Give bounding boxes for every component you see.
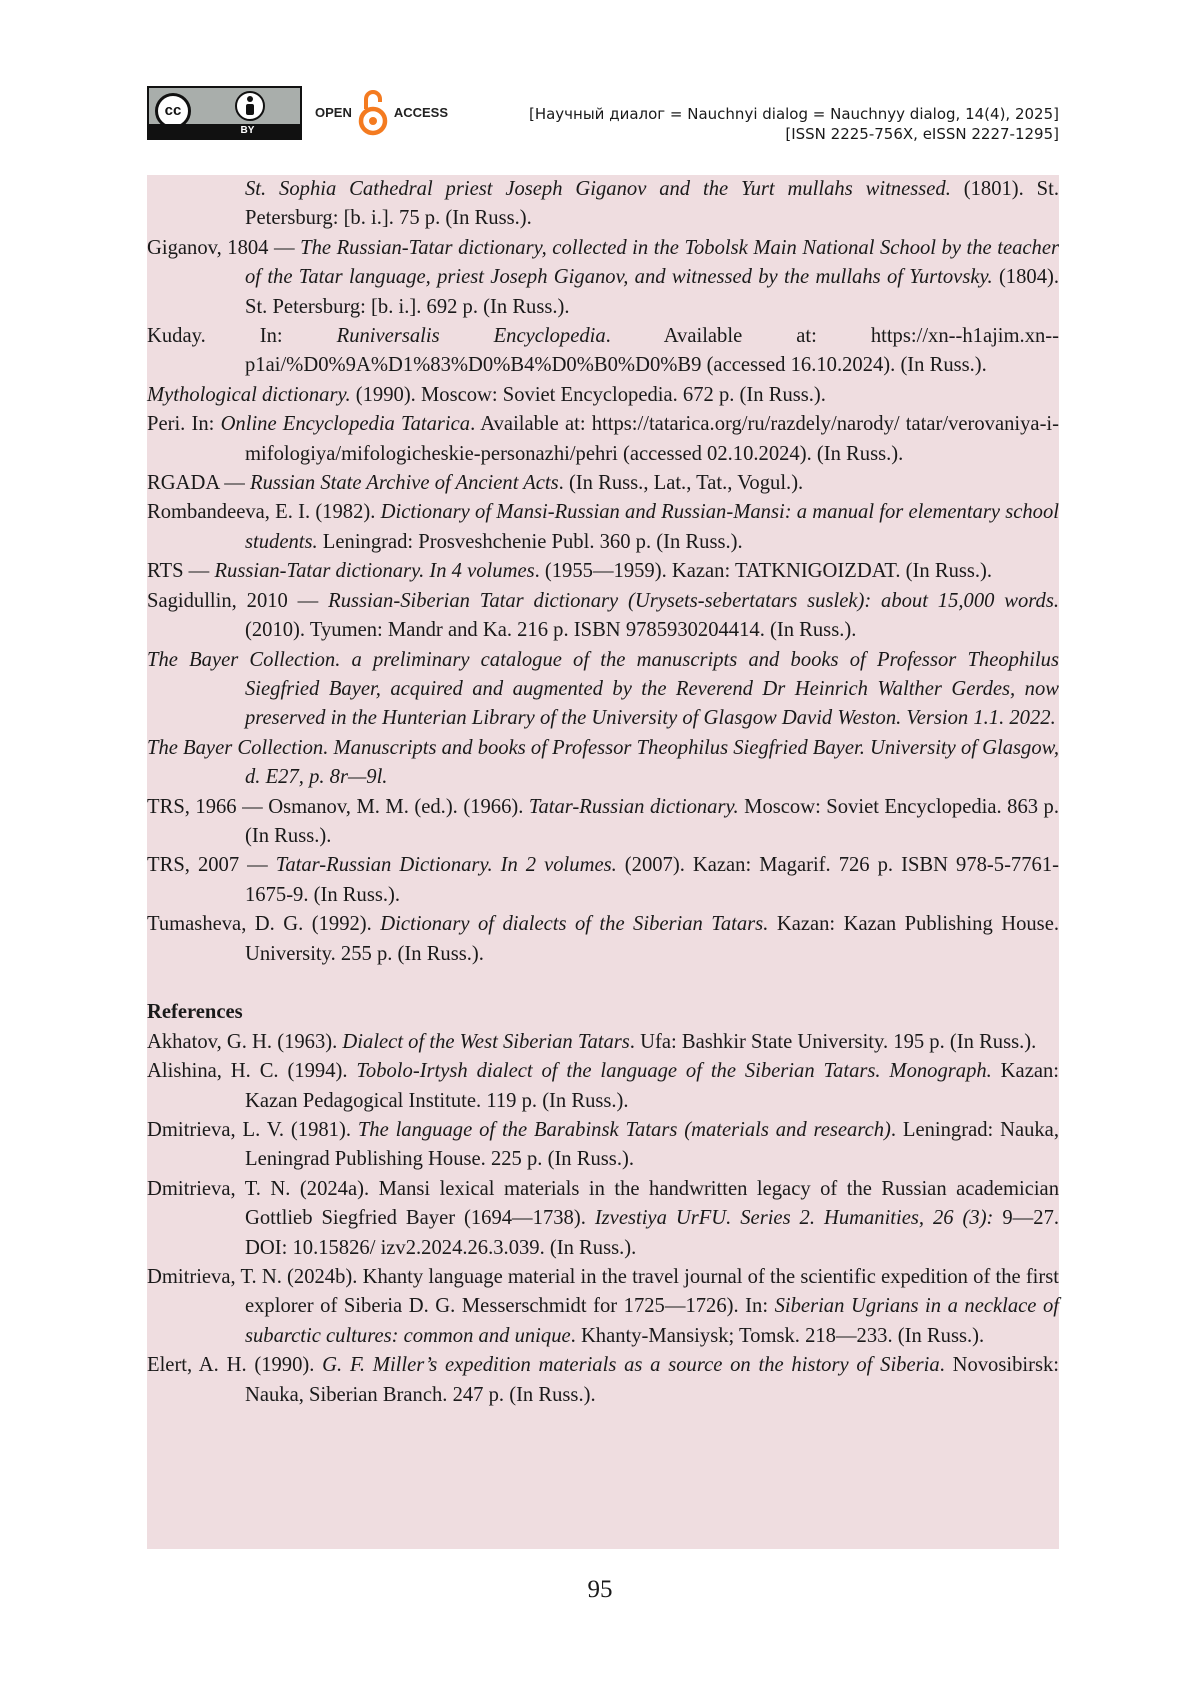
reference-entry [147, 587, 1059, 646]
entry-publication-info: . (In Russ., Lat., Tat., Vogul.). [559, 472, 804, 494]
reference-entry [147, 381, 1059, 410]
entry-author-part: Sagidullin, 2010 — [147, 590, 328, 612]
entry-title: Izvestiya UrFU. Series 2. Humanities, 26 (3): [595, 1207, 994, 1229]
entry-author-part: Akhatov, G. H. (1963). [147, 1031, 342, 1053]
reference-entry [147, 1116, 1059, 1175]
page-header [147, 84, 1059, 144]
entry-publication-info: (1804). St. Petersburg: [b. i.]. 692 p. (In Russ.). [245, 266, 1059, 317]
entry-title: Tobolo-Irtysh dialect of the language of the Siberian Tatars. Monograph. [356, 1060, 991, 1082]
cc-by-license-badge[interactable] [147, 86, 302, 140]
entry-publication-info: Kazan: Kazan Pedagogical Institute. 119 p. (In Russ.). [245, 1060, 1059, 1111]
reference-entry [147, 469, 1059, 498]
creative-commons-icon: cc [155, 93, 191, 129]
entry-publication-info: . Novosibirsk: Nauka, Siberian Branch. 247 p. (In Russ.). [245, 1354, 1059, 1405]
entry-title: Russian State Archive of Ancient Acts [250, 472, 559, 494]
reference-entry [147, 498, 1059, 557]
reference-entry [147, 1175, 1059, 1263]
entry-title: The Bayer Collection. a preliminary catalogue of the manuscripts and books of Professor Theophilus Siegfried Bayer, acquired and augmented by the Reverend Dr Heinrich Walther Gerdes, now preserved in the Hunterian Library of the University of Glasgow David Weston. Version 1.1. 2022. [147, 649, 1059, 730]
entry-author-part: Tumasheva, D. G. (1992). [147, 913, 380, 935]
entry-publication-info: . Available at: https://tatarica.org/ru/razdely/narody/ tatar/verovaniya-i-mifologiya/mifologicheskie-personazhi/pehri (accessed 02.10.2024). (In Russ.). [245, 413, 1059, 464]
entry-author-part: Elert, A. H. (1990). [147, 1354, 322, 1376]
entry-publication-info: Leningrad: Prosveshchenie Publ. 360 p. (In Russ.). [318, 531, 743, 553]
entry-publication-info: Kazan: Kazan Publishing House. University. 255 p. (In Russ.). [245, 913, 1059, 964]
access-label: ACCESS [394, 105, 448, 120]
attribution-person-icon [235, 91, 265, 121]
entry-author-part: Peri. In: [147, 413, 221, 435]
entry-title: The language of the Barabinsk Tatars (materials and research) [358, 1119, 891, 1141]
entry-publication-info: 9—27. DOI: 10.15826/ izv2.2024.26.3.039. (In Russ.). [245, 1207, 1059, 1258]
entry-publication-info: . Leningrad: Nauka, Leningrad Publishing House. 225 p. (In Russ.). [245, 1119, 1059, 1170]
reference-entry [147, 1057, 1059, 1116]
entry-title: Online Encyclopedia Tatarica [221, 413, 471, 435]
entry-author-part: Rombandeeva, E. I. (1982). [147, 501, 381, 523]
entry-title: The Bayer Collection. Manuscripts and books of Professor Theophilus Siegfried Bayer. University of Glasgow, d. E27, p. 8r—9l. [147, 737, 1059, 788]
bibliography-block [147, 175, 1059, 1549]
entry-title: G. F. Miller’s expedition materials as a source on the history of Siberia [322, 1354, 939, 1376]
entry-author-part: RGADA — [147, 472, 250, 494]
entry-author-part: Dmitrieva, T. N. (2024b). Khanty language material in the travel journal of the scientific expedition of the first explorer of Siberia D. G. Messerschmidt for 1725—1726). In: [147, 1266, 1059, 1317]
reference-entry [147, 175, 1059, 234]
entry-author-part: RTS — [147, 560, 214, 582]
entry-publication-info: . Ufa: Bashkir State University. 195 p. (In Russ.). [630, 1031, 1037, 1053]
entry-publication-info: (2007). Kazan: Magarif. 726 p. ISBN 978-5-7761-1675-9. (In Russ.). [245, 854, 1059, 905]
reference-entry [147, 234, 1059, 322]
entry-title: Russian-Siberian Tatar dictionary (Urysets-sebertatars suslek): about 15,000 words. [328, 590, 1059, 612]
open-access-lock-icon [358, 87, 388, 137]
reference-entry [147, 1028, 1059, 1057]
entry-publication-info: (1801). St. Petersburg: [b. i.]. 75 p. (In Russ.). [245, 178, 1059, 229]
entry-title: St. Sophia Cathedral priest Joseph Giganov and the Yurt mullahs witnessed. [245, 178, 951, 200]
entry-author-part: TRS, 1966 — Osmanov, M. M. (ed.). (1966). [147, 796, 529, 818]
entry-author-part: TRS, 2007 — [147, 854, 276, 876]
entry-title: Runiversalis Encyclopedia [337, 325, 606, 347]
entry-title: Russian-Tatar dictionary. In 4 volumes [214, 560, 534, 582]
by-label: BY [241, 125, 255, 136]
reference-entry [147, 557, 1059, 586]
entry-author-part: Alishina, H. C. (1994). [147, 1060, 356, 1082]
entry-publication-info: (1990). Moscow: Soviet Encyclopedia. 672 p. (In Russ.). [351, 384, 826, 406]
reference-entry [147, 1351, 1059, 1410]
entry-title: Dialect of the West Siberian Tatars [342, 1031, 629, 1053]
journal-citation [529, 104, 1059, 144]
entry-title: Tatar-Russian dictionary. [529, 796, 739, 818]
sources-continued-list [147, 175, 1059, 234]
open-access-logo [315, 84, 448, 140]
references-list [147, 1028, 1059, 1410]
entry-author-part: Dmitrieva, T. N. (2024a). Mansi lexical materials in the handwritten legacy of the Russian academician Gottlieb Siegfried Bayer (1694—1738). [147, 1178, 1059, 1229]
by-label-strip [149, 124, 300, 138]
entry-publication-info: (2010). Tyumen: Mandr and Ka. 216 p. ISBN 9785930204414. (In Russ.). [245, 619, 856, 641]
references-heading: References [147, 998, 1059, 1027]
entry-title: Tatar-Russian Dictionary. In 2 volumes. [276, 854, 617, 876]
entry-author-part: Dmitrieva, L. V. (1981). [147, 1119, 358, 1141]
entry-publication-info: Moscow: Soviet Encyclopedia. 863 p. (In Russ.). [245, 796, 1059, 847]
open-label: OPEN [315, 105, 352, 120]
reference-entry [147, 1263, 1059, 1351]
entry-author-part: Giganov, 1804 — [147, 237, 300, 259]
entry-author-part: Kuday. In: [147, 325, 337, 347]
reference-entry [147, 734, 1059, 793]
reference-entry [147, 646, 1059, 734]
reference-entry [147, 851, 1059, 910]
entry-title: The Russian-Tatar dictionary, collected in the Tobolsk Main National School by the teacher of the Tatar language, priest Joseph Giganov, and witnessed by the mullahs of Yurtovsky. [245, 237, 1059, 288]
reference-entry [147, 793, 1059, 852]
reference-entry [147, 322, 1059, 381]
citation-line-2: [ISSN 2225-756X, eISSN 2227-1295] [529, 124, 1059, 144]
reference-entry [147, 910, 1059, 969]
entry-publication-info: . (1955—1959). Kazan: TATKNIGOIZDAT. (In Russ.). [535, 560, 992, 582]
entry-title: Mythological dictionary. [147, 384, 351, 406]
entry-publication-info: . Khanty-Mansiysk; Tomsk. 218—233. (In Russ.). [571, 1325, 984, 1347]
entry-title: Dictionary of dialects of the Siberian Tatars. [380, 913, 768, 935]
page-number: 95 [0, 1576, 1200, 1604]
citation-line-1: [Научный диалог = Nauchnyi dialog = Nauchnyy dialog, 14(4), 2025] [529, 104, 1059, 124]
entry-title: Siberian Ugrians in a necklace of subarctic cultures: common and unique [245, 1295, 1059, 1346]
reference-entry [147, 410, 1059, 469]
entry-publication-info: . Available at: https://xn--h1ajim.xn--p1ai/%D0%9A%D1%83%D0%B4%D0%B0%D0%B9 (accessed 16.10.2024). (In Russ.). [245, 325, 1059, 376]
sources-list [147, 234, 1059, 969]
entry-title: Dictionary of Mansi-Russian and Russian-Mansi: a manual for elementary school students. [245, 501, 1059, 552]
